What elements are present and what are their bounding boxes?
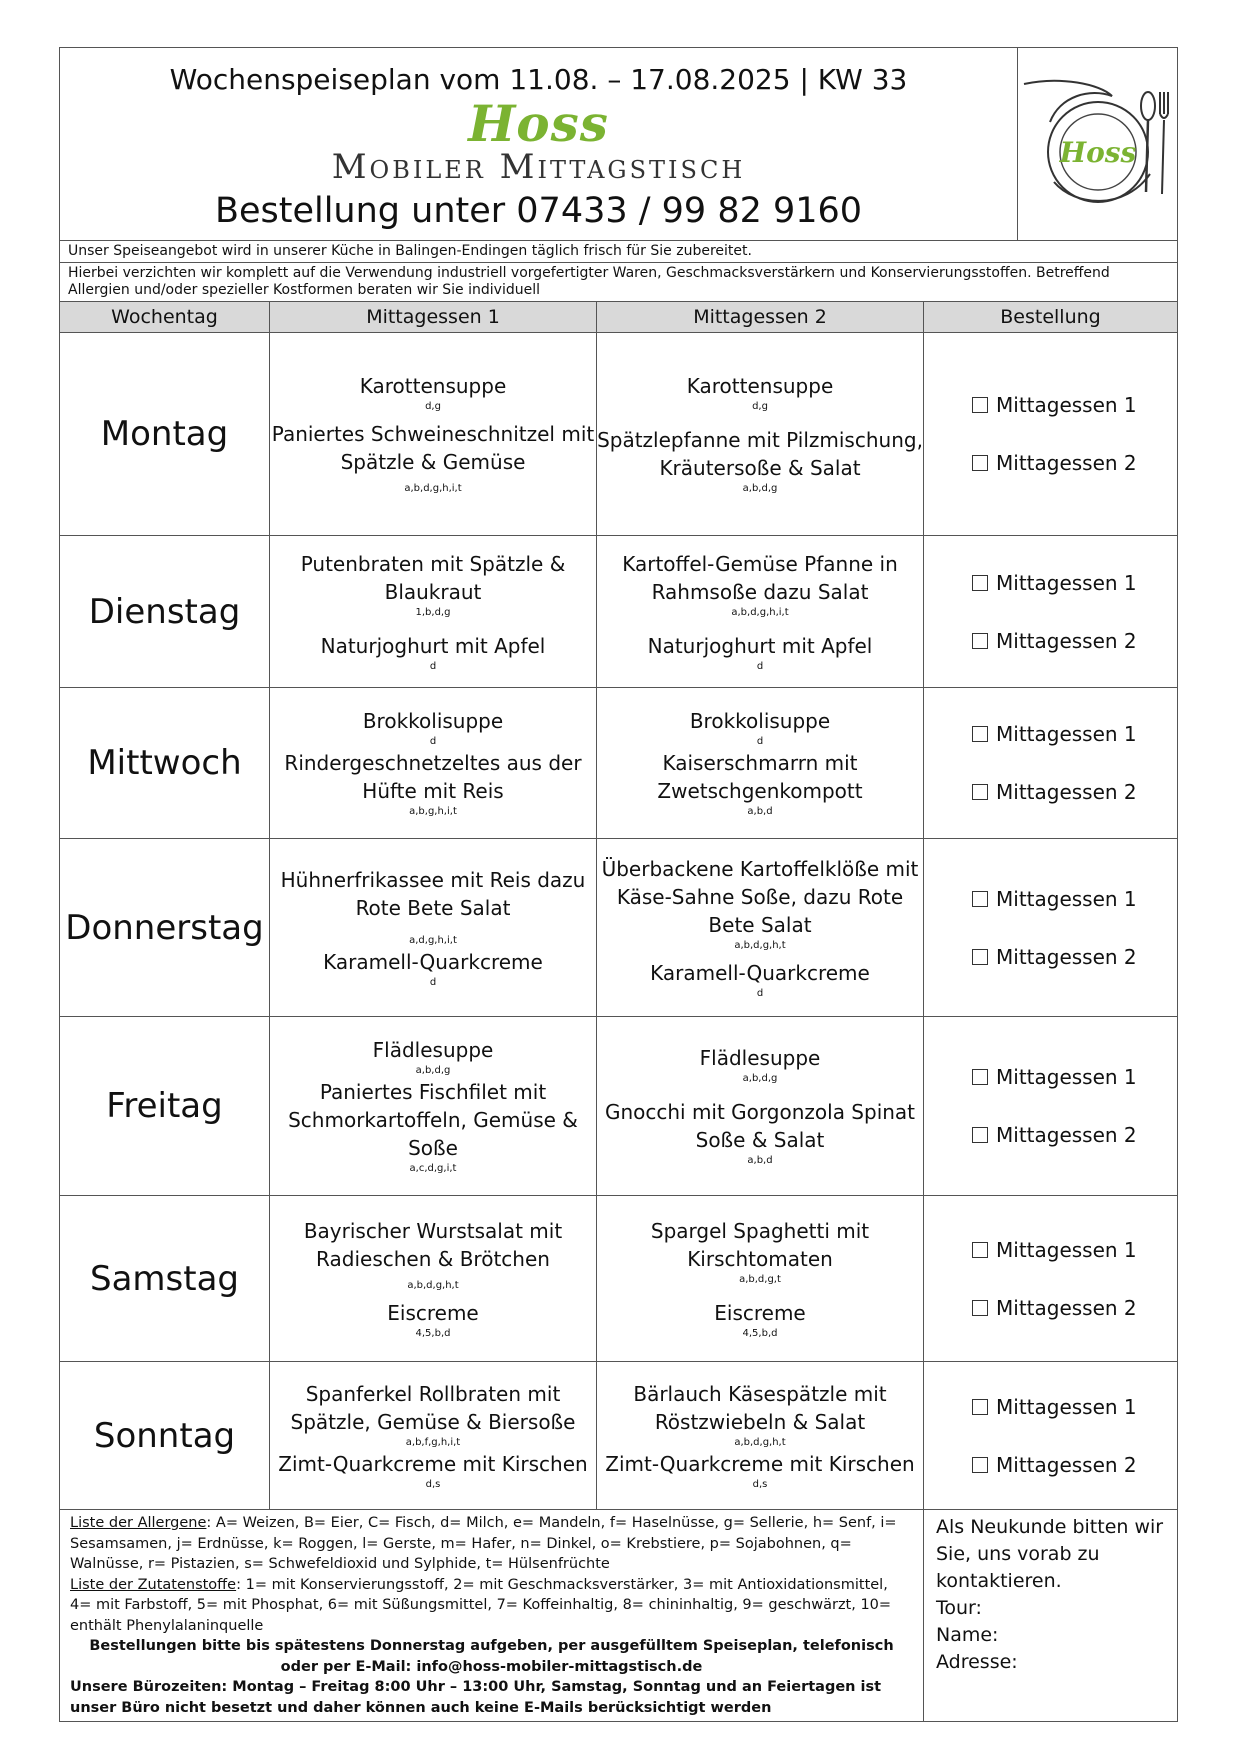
order-option-meal-1[interactable]	[972, 1378, 1177, 1436]
meal-2-cell	[597, 839, 924, 1017]
meal-1-cell	[270, 333, 597, 536]
order-option-meal-1[interactable]	[972, 1048, 1177, 1106]
checkbox-icon[interactable]	[972, 575, 988, 591]
order-label: Mittagessen 1	[996, 1237, 1137, 1262]
checkbox-icon[interactable]	[972, 1242, 988, 1258]
meal-2-cell	[597, 1196, 924, 1362]
dish: Spanferkel Rollbraten mit Spätzle, Gemüse & Biersoße	[290, 1381, 576, 1434]
tour-field[interactable]: Tour:	[936, 1597, 982, 1619]
meal-1-cell	[270, 1362, 597, 1510]
order-label: Mittagessen 2	[996, 780, 1137, 804]
dish: Karamell-Quarkcreme	[323, 949, 543, 974]
dish: Eiscreme	[387, 1300, 479, 1325]
dish: Zimt-Quarkcreme mit Kirschen	[278, 1451, 588, 1476]
col-header-weekday: Wochentag	[60, 302, 270, 333]
day-row	[60, 839, 1178, 1017]
dish: Brokkolisuppe	[362, 709, 504, 733]
dish: Putenbraten mit Spätzle & Blaukraut	[300, 551, 566, 604]
dish: Eiscreme	[714, 1300, 806, 1325]
order-phone: Bestellung unter 07433 / 99 82 9160	[214, 190, 863, 231]
checkbox-icon[interactable]	[972, 1300, 988, 1316]
allergen-codes: d	[429, 736, 437, 747]
info-line-1: Unser Speiseangebot wird in unserer Küche in Balingen-Endingen täglich frisch für Sie zubereitet.	[60, 241, 1178, 263]
order-label: Mittagessen 2	[996, 1123, 1137, 1147]
day-name: Freitag	[60, 1017, 270, 1196]
allergen-codes: 4,5,b,d	[742, 1327, 778, 1339]
col-header-order: Bestellung	[924, 302, 1178, 333]
dish: Kaiserschmarrn mit Zwetschgenkompott	[657, 751, 863, 803]
order-label: Mittagessen 2	[996, 944, 1137, 969]
order-option-meal-1[interactable]	[972, 1221, 1177, 1279]
office-hours: Unsere Bürozeiten: Montag – Freitag 8:00 Uhr – 13:00 Uhr, Samstag, Sonntag und an Feiertagen ist unser Büro nicht besetzt und daher können auch keine E-Mails berücksichtigt werden	[70, 1679, 882, 1716]
meal-2-cell	[597, 333, 924, 536]
day-row	[60, 536, 1178, 688]
order-label: Mittagessen 2	[996, 1295, 1137, 1320]
order-option-meal-2[interactable]	[972, 1106, 1177, 1164]
meal-1-cell	[270, 1017, 597, 1196]
order-option-meal-1[interactable]	[972, 376, 1177, 434]
dish: Brokkolisuppe	[689, 709, 831, 733]
allergen-codes: a,b,d	[747, 806, 773, 817]
checkbox-icon[interactable]	[972, 949, 988, 965]
additive-heading: Liste der Zutatenstoffe	[70, 1576, 237, 1593]
plate-cutlery-icon	[1020, 62, 1176, 222]
checkbox-icon[interactable]	[972, 1399, 988, 1415]
day-row	[60, 1362, 1178, 1510]
header-block	[60, 48, 1018, 241]
day-row	[60, 333, 1178, 536]
allergen-codes: a,b,f,g,h,i,t	[405, 1436, 461, 1448]
dish: Paniertes Fischfilet mit Schmorkartoffeln, Gemüse & Soße	[288, 1080, 578, 1160]
dish: Kartoffel-Gemüse Pfanne in Rahmsoße dazu Salat	[622, 551, 898, 604]
menu-table	[59, 47, 1178, 1722]
order-label: Mittagessen 2	[996, 628, 1137, 653]
allergen-codes: 1,b,d,g	[415, 606, 451, 618]
allergen-codes: a,b,d,g	[742, 483, 778, 494]
order-option-meal-2[interactable]	[972, 612, 1177, 670]
dish: Rindergeschnetzeltes aus der Hüfte mit Reis	[284, 751, 582, 803]
meal-2-cell	[597, 1362, 924, 1510]
order-cell	[924, 1196, 1178, 1362]
meal-2-cell	[597, 1017, 924, 1196]
checkbox-icon[interactable]	[972, 891, 988, 907]
order-option-meal-1[interactable]	[972, 705, 1177, 763]
order-option-meal-2[interactable]	[972, 928, 1177, 986]
customer-block	[924, 1510, 1178, 1722]
order-label: Mittagessen 1	[996, 393, 1137, 417]
allergen-codes: d	[429, 976, 437, 988]
allergen-codes: a,b,d,g,h,t	[734, 1436, 786, 1448]
additive-list: : 1= mit Konservierungsstoff, 2= mit Geschmacksverstärker, 3= mit Antioxidationsmittel, 4= mit Farbstoff, 5= mit Phosphat, 6= mit Süßungsmittel, 7= Koffeinhaltig, 8= chininhaltig, 9= geschwärzt, 10= enthält Phenylalaninquelle	[70, 1576, 892, 1634]
dish: Spargel Spaghetti mit Kirschtomaten	[650, 1218, 870, 1271]
order-cell	[924, 536, 1178, 688]
checkbox-icon[interactable]	[972, 455, 988, 471]
allergen-codes: d,g	[752, 401, 768, 412]
allergen-codes: a,b,d,g,h,i,t	[731, 606, 789, 618]
order-cell	[924, 688, 1178, 839]
order-option-meal-1[interactable]	[972, 870, 1177, 928]
allergen-codes: d,s	[425, 1478, 441, 1490]
order-option-meal-2[interactable]	[972, 1436, 1177, 1494]
order-option-meal-2[interactable]	[972, 763, 1177, 821]
dish: Naturjoghurt mit Apfel	[647, 633, 873, 658]
name-field[interactable]: Name:	[936, 1624, 999, 1646]
dish: Paniertes Schweineschnitzel mit Spätzle & Gemüse	[271, 422, 595, 474]
day-name: Dienstag	[60, 536, 270, 688]
checkbox-icon[interactable]	[972, 784, 988, 800]
menu-page	[59, 47, 1177, 1722]
day-name: Montag	[60, 333, 270, 536]
order-option-meal-1[interactable]	[972, 554, 1177, 612]
allergen-codes: a,b,d,g,t	[739, 1273, 781, 1285]
dish: Bärlauch Käsespätzle mit Röstzwiebeln & Salat	[633, 1381, 887, 1434]
dish: Flädlesuppe	[699, 1046, 821, 1070]
day-name: Mittwoch	[60, 688, 270, 839]
order-deadline-note: Bestellungen bitte bis spätestens Donnerstag aufgeben, per ausgefülltem Speiseplan, telefonisch oder per E-Mail: info@hoss-mobiler-mittagstisch.de	[89, 1638, 894, 1675]
order-cell	[924, 1017, 1178, 1196]
allergen-list: : A= Weizen, B= Eier, C= Fisch, d= Milch, e= Mandeln, f= Haselnüsse, g= Sellerie, h= Senf, i= Sesamsamen, j= Erdnüsse, k= Roggen, l= Gerste, m= Hafer, n= Dinkel, o= Krebstiere, p= Sojabohnen, q= Walnüsse, r= Pistazien, s= Schwefeldioxid und Sylphide, t= Hülsenfrüchte	[70, 1515, 897, 1572]
order-label: Mittagessen 1	[996, 886, 1137, 911]
allergen-codes: a,b,g,h,i,t	[409, 806, 457, 817]
meal-1-cell	[270, 1196, 597, 1362]
dish: Hühnerfrikassee mit Reis dazu Rote Bete Salat	[280, 867, 586, 920]
dish: Überbackene Kartoffelklöße mit Käse-Sahne Soße, dazu Rote Bete Salat	[601, 856, 919, 937]
order-label: Mittagessen 1	[996, 1394, 1137, 1419]
allergen-codes: a,b,d,g	[415, 1065, 451, 1076]
dish: Bayrischer Wurstsalat mit Radieschen & Brötchen	[303, 1218, 563, 1271]
meal-1-cell	[270, 536, 597, 688]
page-title: Wochenspeiseplan vom 11.08. – 17.08.2025 | KW 33	[169, 62, 908, 96]
allergen-codes: a,b,d,g	[742, 1073, 778, 1084]
dish: Naturjoghurt mit Apfel	[320, 633, 546, 658]
order-label: Mittagessen 2	[996, 451, 1137, 475]
new-customer-note: Als Neukunde bitten wir Sie, uns vorab zu kontaktieren.	[936, 1516, 1164, 1592]
allergen-codes: 4,5,b,d	[415, 1327, 451, 1339]
meal-2-cell	[597, 536, 924, 688]
allergen-codes: a,b,d	[747, 1155, 773, 1166]
dish: Zimt-Quarkcreme mit Kirschen	[605, 1451, 915, 1476]
allergen-codes: a,b,d,g,h,t	[734, 939, 786, 951]
allergen-codes: d	[756, 987, 764, 999]
allergen-codes: a,b,d,g,h,i,t	[404, 483, 462, 494]
dish: Karottensuppe	[359, 374, 507, 398]
day-row	[60, 688, 1178, 839]
allergen-heading: Liste der Allergene	[70, 1515, 207, 1531]
checkbox-icon[interactable]	[972, 1069, 988, 1085]
allergen-codes: a,c,d,g,i,t	[409, 1163, 457, 1174]
logo-text: Hoss	[1059, 136, 1136, 169]
brand-logo-script: Hoss	[468, 93, 609, 153]
meal-2-cell	[597, 688, 924, 839]
legend-block	[60, 1510, 924, 1722]
day-row	[60, 1196, 1178, 1362]
order-cell	[924, 333, 1178, 536]
order-cell	[924, 839, 1178, 1017]
checkbox-icon[interactable]	[972, 1127, 988, 1143]
day-row	[60, 1017, 1178, 1196]
order-option-meal-2[interactable]	[972, 434, 1177, 492]
allergen-codes: d,s	[752, 1478, 768, 1490]
dish: Karamell-Quarkcreme	[650, 960, 870, 985]
dish: Gnocchi mit Gorgonzola Spinat Soße & Salat	[604, 1100, 916, 1152]
brand-subtitle: Mobiler Mittagstisch	[331, 146, 746, 187]
allergen-codes: d,g	[425, 401, 441, 412]
col-header-meal-1: Mittagessen 1	[270, 302, 597, 333]
dish: Karottensuppe	[686, 374, 834, 398]
order-label: Mittagessen 1	[996, 1065, 1137, 1089]
checkbox-icon[interactable]	[972, 726, 988, 742]
checkbox-icon[interactable]	[972, 1457, 988, 1473]
meal-1-cell	[270, 839, 597, 1017]
order-label: Mittagessen 1	[996, 570, 1137, 595]
dish: Flädlesuppe	[372, 1038, 494, 1062]
order-label: Mittagessen 1	[996, 722, 1137, 746]
checkbox-icon[interactable]	[972, 397, 988, 413]
day-name: Donnerstag	[60, 839, 270, 1017]
dish: Spätzlepfanne mit Pilzmischung, Kräutersoße & Salat	[597, 428, 923, 480]
allergen-codes: a,d,g,h,i,t	[409, 934, 457, 946]
plate-logo	[1018, 48, 1178, 241]
allergen-codes: a,b,d,g,h,t	[407, 1279, 459, 1291]
meal-1-cell	[270, 688, 597, 839]
day-name: Samstag	[60, 1196, 270, 1362]
allergen-codes: d	[756, 736, 764, 747]
address-field[interactable]: Adresse:	[936, 1651, 1018, 1673]
checkbox-icon[interactable]	[972, 633, 988, 649]
day-name: Sonntag	[60, 1362, 270, 1510]
order-label: Mittagessen 2	[996, 1452, 1137, 1477]
order-option-meal-2[interactable]	[972, 1279, 1177, 1337]
order-cell	[924, 1362, 1178, 1510]
allergen-codes: d	[429, 660, 437, 672]
col-header-meal-2: Mittagessen 2	[597, 302, 924, 333]
allergen-codes: d	[756, 660, 764, 672]
info-line-2: Hierbei verzichten wir komplett auf die Verwendung industriell vorgefertigter Waren, Geschmacksverstärkern und Konservierungsstoffen. Betreffend Allergien und/oder spezieller Kostformen beraten wir Sie individuell	[60, 263, 1178, 302]
